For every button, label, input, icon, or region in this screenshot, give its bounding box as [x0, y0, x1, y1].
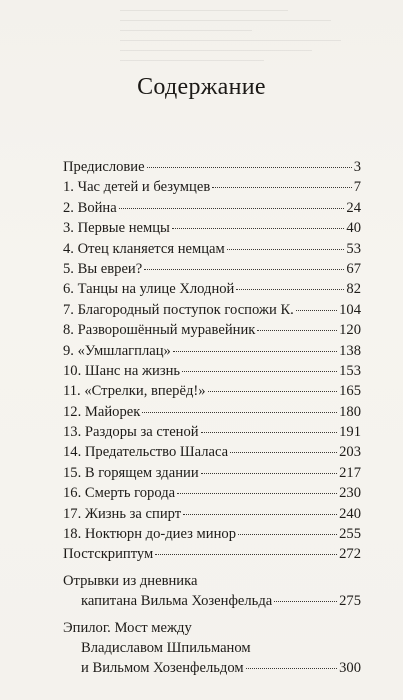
toc-entry-label-cont: Владиславом Шпильманом	[81, 639, 251, 656]
toc-entry-label: 15. В горящем здании	[63, 464, 199, 481]
toc-entry-label-cont: капитана Вильма Хозенфельда	[81, 593, 273, 610]
toc-entry-chapter[interactable]	[63, 300, 361, 320]
toc-entry-chapter[interactable]	[63, 463, 361, 483]
toc-entry-chapter[interactable]	[63, 259, 361, 279]
toc-entry-label: Отрывки из дневника	[63, 572, 198, 589]
toc-entry-label: 8. Разворошённый муравейник	[63, 322, 256, 339]
toc-entry-page: 165	[339, 383, 361, 400]
toc-entry-chapter[interactable]	[63, 422, 361, 442]
toc-entry-chapter[interactable]	[63, 402, 361, 422]
toc-entry-chapter[interactable]	[63, 442, 361, 462]
toc-entry-postscript[interactable]	[63, 544, 361, 564]
toc-entry-page: 138	[339, 342, 361, 359]
toc-entry-label: 1. Час детей и безумцев	[63, 179, 211, 196]
toc-entry-label: 9. «Умшлагплац»	[63, 342, 171, 359]
dot-leader	[201, 432, 338, 433]
toc-entry-label: Эпилог. Мост между	[63, 619, 192, 636]
toc-entry-label: Предисловие	[63, 159, 145, 175]
toc-entry-label: 7. Благородный поступок госпожи К.	[63, 301, 294, 318]
toc-entry-chapter[interactable]	[63, 483, 361, 503]
toc-entry-page: 191	[339, 424, 361, 441]
toc-entry-chapter[interactable]	[63, 341, 361, 361]
dot-leader	[119, 208, 345, 209]
toc-entry-page: 104	[339, 301, 361, 318]
dot-leader	[173, 351, 337, 352]
toc-entry-chapter[interactable]	[63, 239, 361, 259]
toc-entry-page: 3	[353, 159, 361, 175]
dot-leader	[296, 310, 337, 311]
dot-leader	[155, 554, 337, 555]
dot-leader	[257, 330, 337, 331]
dot-leader	[147, 167, 352, 168]
toc-entry-label: 2. Война	[63, 199, 117, 216]
toc-entry-page: 53	[346, 240, 361, 257]
toc-entry-label: 4. Отец кланяется немцам	[63, 240, 225, 257]
toc-entry-label: 3. Первые немцы	[63, 220, 170, 237]
chapter-list	[63, 177, 361, 544]
table-of-contents	[63, 157, 361, 679]
toc-entry-label: 18. Ноктюрн до-диез минор	[63, 526, 236, 543]
toc-entry-epilogue[interactable]	[63, 618, 361, 679]
toc-entry-chapter[interactable]	[63, 381, 361, 401]
dot-leader	[212, 187, 351, 188]
dot-leader	[142, 412, 337, 413]
toc-entry-page: 153	[339, 362, 361, 379]
toc-entry-chapter[interactable]	[63, 177, 361, 197]
toc-entry-page: 217	[339, 464, 361, 481]
dot-leader	[144, 269, 344, 270]
dot-leader	[177, 493, 337, 494]
toc-entry-label: 5. Вы евреи?	[63, 260, 143, 277]
toc-entry-label: 13. Раздоры за стеной	[63, 424, 199, 441]
toc-entry-chapter[interactable]	[63, 218, 361, 238]
toc-entry-label: 10. Шанс на жизнь	[63, 362, 181, 379]
toc-entry-page: 240	[339, 505, 361, 522]
toc-entry-chapter[interactable]	[63, 361, 361, 381]
dot-leader	[230, 452, 337, 453]
toc-entry-chapter[interactable]	[63, 279, 361, 299]
toc-entry-page: 120	[339, 322, 361, 339]
page-title: Содержание	[137, 74, 266, 100]
dot-leader	[238, 534, 337, 535]
toc-entry-chapter[interactable]	[63, 198, 361, 218]
toc-entry-diary[interactable]	[63, 571, 361, 612]
dot-leader	[208, 391, 338, 392]
dot-leader	[182, 371, 337, 372]
toc-entry-page: 67	[346, 260, 361, 277]
toc-entry-preface[interactable]	[63, 157, 361, 177]
dot-leader	[246, 668, 338, 669]
toc-entry-page: 255	[339, 526, 361, 543]
toc-entry-page: 275	[339, 593, 361, 610]
dot-leader	[227, 249, 345, 250]
bleed-through-text	[120, 10, 360, 120]
toc-entry-page: 230	[339, 485, 361, 502]
dot-leader	[183, 514, 337, 515]
dot-leader	[236, 289, 344, 290]
toc-entry-page: 203	[339, 444, 361, 461]
toc-entry-chapter[interactable]	[63, 504, 361, 524]
dot-leader	[274, 601, 337, 602]
toc-entry-label: 6. Танцы на улице Хлодной	[63, 281, 235, 298]
toc-entry-page: 7	[353, 179, 361, 196]
toc-entry-page: 300	[339, 660, 361, 677]
toc-entry-page: 82	[346, 281, 361, 298]
toc-entry-label-cont: и Вильмом Хозенфельдом	[81, 660, 244, 677]
toc-entry-label: Постскриптум	[63, 546, 154, 563]
toc-entry-label: 12. Майорек	[63, 403, 141, 420]
toc-entry-label: 17. Жизнь за спирт	[63, 505, 182, 522]
dot-leader	[172, 228, 345, 229]
toc-entry-chapter[interactable]	[63, 524, 361, 544]
toc-entry-page: 40	[346, 220, 361, 237]
toc-entry-chapter[interactable]	[63, 320, 361, 340]
toc-entry-page: 272	[339, 546, 361, 563]
toc-entry-label: 11. «Стрелки, вперёд!»	[63, 383, 206, 400]
toc-entry-label: 14. Предательство Шаласа	[63, 444, 229, 461]
toc-entry-page: 180	[339, 403, 361, 420]
toc-entry-label: 16. Смерть города	[63, 485, 176, 502]
dot-leader	[201, 473, 337, 474]
toc-entry-page: 24	[346, 199, 361, 216]
